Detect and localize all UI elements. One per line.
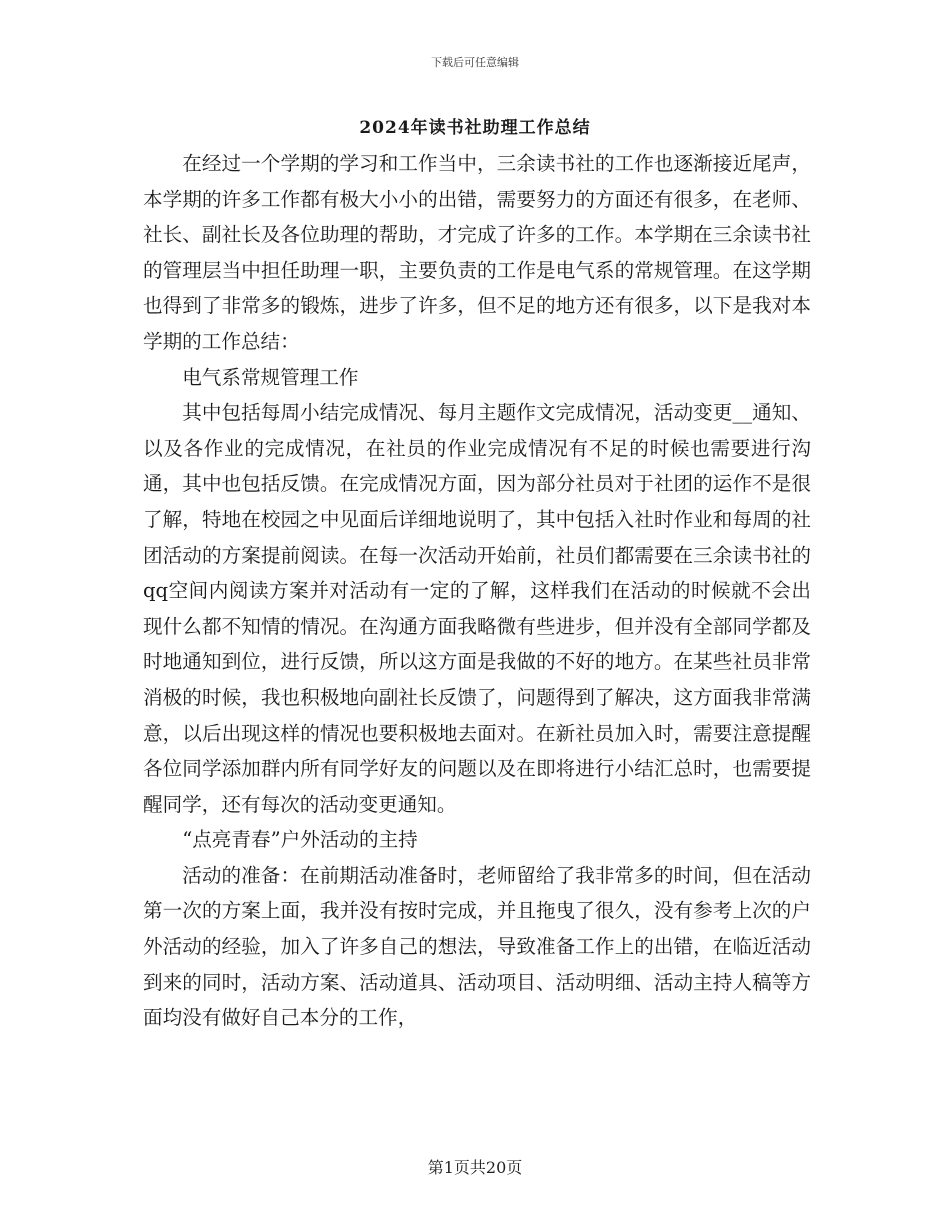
- management-paragraph: 其中包括每周小结完成情况、每月主题作文完成情况，活动变更__通知、以及各作业的完成情况，在社员的作业完成情况有不足的时候也需要进行沟通，其中也包括反馈。在完成情况方面，因为部分社员对于社团的运作不是很了解，特地在校园之中见面后详细地说明了，其中包括入社时作业和每周的社团活动的方案提前阅读。在每一次活动开始前，社员们都需要在三余读书社的qq空间内阅读方案并对活动有一定的了解，这样我们在活动的时候就不会出现什么都不知情的情况。在沟通方面我略微有些进步，但并没有全部同学都及时地通知到位，进行反馈，所以这方面是我做的不好的地方。在某些社员非常消极的时候，我也积极地向副社长反馈了，问题得到了解决，这方面我非常满意，以后出现这样的情况也要积极地去面对。在新社员加入时，需要注意提醒各位同学添加群内所有同学好友的问题以及在即将进行小结汇总时，也需要提醒同学，还有每次的活动变更通知。: [143, 401, 811, 816]
- document-title: 2024年读书社助理工作总结: [359, 118, 591, 138]
- section-heading-management: 电气系常规管理工作: [182, 365, 359, 389]
- document-body: [143, 146, 811, 1036]
- download-note: 下载后可任意编辑: [431, 56, 519, 69]
- intro-paragraph: 在经过一个学期的学习和工作当中，三余读书社的工作也逐渐接近尾声，本学期的许多工作都有极大小小的出错，需要努力的方面还有很多，在老师、社长、副社长及各位助理的帮助，才完成了许多的工作。本学期在三余读书社的管理层当中担任助理一职，主要负责的工作是电气系的常规管理。在这学期也得到了非常多的锻炼，进步了许多，但不足的地方还有很多，以下是我对本学期的工作总结：: [143, 152, 811, 353]
- preparation-paragraph: 活动的准备：在前期活动准备时，老师留给了我非常多的时间，但在活动第一次的方案上面，我并没有按时完成，并且拖曳了很久，没有参考上次的户外活动的经验，加入了许多自己的想法，导致准备工作上的出错，在临近活动到来的同时，活动方案、活动道具、活动项目、活动明细、活动主持人稿等方面均没有做好自己本分的工作，: [143, 863, 811, 1030]
- section-heading-hosting: “点亮青春”户外活动的主持: [182, 828, 418, 852]
- page-number: 第1页共20页: [427, 1158, 523, 1177]
